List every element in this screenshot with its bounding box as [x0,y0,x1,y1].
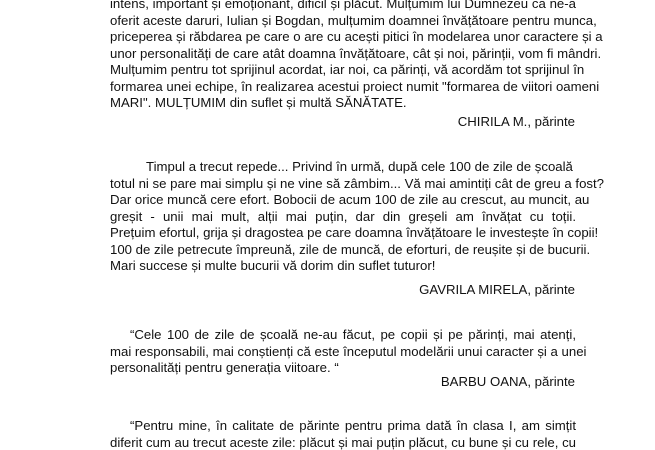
signature-3: BARBU OANA, părinte [440,374,575,389]
text-line: priceperea și răbdarea pe care o are cu acești pitici în modelarea unor caractere și a [110,29,603,44]
text-line: Mulțumim pentru tot sprijinul acordat, iar noi, ca părinți, vă acordăm tot sprijinul în [110,62,585,77]
testimonial-paragraph-2 [110,159,605,275]
text-line: personalități pentru generația viitoare. “ [110,360,339,375]
text-line: MARI". MULȚUMIM din suflet și multă SĂNĂTATE. [110,95,407,110]
text-line: “Cele 100 de zile de școală ne-au făcut, pe copii și pe părinți, mai atenți, [130,327,576,342]
text-line: 100 de zile petrecute împreună, zile de muncă, de eforturi, de reușite și de bucurii. [110,241,591,257]
text-line: “Pentru mine, în calitate de părinte pentru prima dată în clasa I, am simțit [130,418,576,433]
text-line: totul ni se pare mai simplu și ne vine să zâmbim... Vă mai amintiți cât de greu a fost? [110,175,605,191]
text-line: formarea unei echipe, în realizarea acestui proiect numit "formarea de viitori oameni [110,78,600,94]
text-line: mai responsabili, mai conștienți că este începutul modelării unui caracter și a unei [110,343,587,359]
testimonial-paragraph-4 [110,418,576,450]
text-line: greșit - unii mai mult, alții mai puțin, dar din greșeli am învățat cu toții. [110,208,576,224]
signature-1: CHIRILA M., părinte [457,114,575,129]
text-line: oferit aceste daruri, Iulian și Bogdan, mulțumim doamnei învățătoare pentru munca, [110,12,597,28]
testimonial-paragraph-1 [110,0,603,112]
text-line: Dar orice muncă cere efort. Bobocii de acum 100 de zile au crescut, au muncit, au [110,192,590,207]
text-line: Mari succese și multe bucurii vă dorim din suflet tuturor! [110,258,436,273]
text-line: unor personalități de care atât doamna învățătoare, cât și noi, părinții, vom fi mândri. [110,45,602,61]
text-line: intens, important și emoționant, dificil și plăcut. Mulțumim lui Dumnezeu ca ne-a [110,0,576,11]
signature-2: GAVRILA MIRELA, părinte [419,282,575,297]
text-line: Prețuim efortul, grija și dragostea pe care doamna învățătoare le investește în copii! [110,225,599,240]
text-line: Timpul a trecut repede... Privind în urmă, după cele 100 de zile de școală [146,159,573,174]
text-line: diferit cum au trecut aceste zile: plăcut și mai puțin plăcut, cu bune și cu rele, cu [110,434,576,450]
testimonial-paragraph-3 [110,327,587,377]
